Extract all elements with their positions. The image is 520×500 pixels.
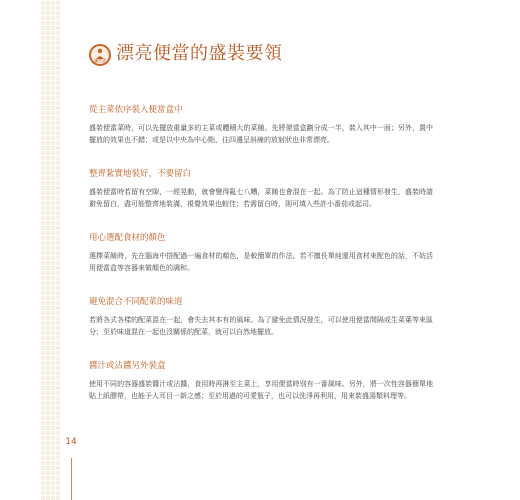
section-title: 用心選配食材的顏色 bbox=[89, 233, 166, 243]
brand-logo-icon bbox=[89, 44, 111, 66]
section-body: 若將各式各樣的配菜混在一起，會失去其本有的風味。為了避免此情況發生，可以使用便當間隔或生菜葉等來區分；至於味道混在一起也沒關係的配菜，就可以自然地擺放。 bbox=[89, 316, 433, 336]
section-title: 避免混合不同配菜的味道 bbox=[89, 297, 183, 307]
section-title: 整齊紮實地裝好，不要留白 bbox=[89, 169, 192, 179]
page-number-rule bbox=[71, 458, 72, 500]
tip-section bbox=[89, 360, 433, 402]
decorative-grid-strip bbox=[40, 0, 60, 500]
section-body: 使用不同的容器盛裝醬汁或沾醬，食用時再淋至主菜上，享用便當時別有一番風味。另外，將一次性容器簡單地貼上紙膠帶，也能予人耳目一新之感；至於用過的可愛瓶子，也可以洗淨再利用，用來裝盛湯類料理等。 bbox=[89, 380, 433, 400]
tips-sections bbox=[89, 104, 433, 424]
logo-text: 讓生活 bbox=[94, 58, 106, 63]
section-body: 盛裝便當時若留有空隙，一經晃動，就會變得亂七八糟，菜餚也會混在一起。為了防止這種情形發生，盛裝時請避免留白，盡可能整齊地裝滿，視覺效果也較佳；若需留白時，則可填入些許小番茄或起司。 bbox=[89, 188, 433, 208]
page-number: 14 bbox=[65, 437, 77, 447]
section-title: 醬汁或沾醬另外裝盒 bbox=[89, 361, 166, 371]
page-title: 漂亮便當的盛裝要領 bbox=[116, 43, 283, 64]
section-title: 從主菜依序裝入便當盒中 bbox=[89, 105, 183, 115]
section-body: 選擇菜餚時，先在腦海中搭配過一遍食材的顏色，是較簡單的作法。若不擅長單純運用食材來配色的話，不妨活用便當盒等容器來做顏色的調和。 bbox=[89, 252, 433, 272]
tip-section bbox=[89, 296, 433, 338]
tip-section bbox=[89, 104, 433, 146]
tip-section bbox=[89, 168, 433, 210]
tip-section bbox=[89, 232, 433, 274]
section-body: 盛裝便當菜時，可以先擺放重量多的主菜或體積大的菜餚。先將便當盒劃分成一半，裝入其中一面；另外，置中擺放的效果也不錯；或是以中央為中心點，往四邊呈斜線的放射狀也非常漂亮。 bbox=[89, 124, 433, 144]
